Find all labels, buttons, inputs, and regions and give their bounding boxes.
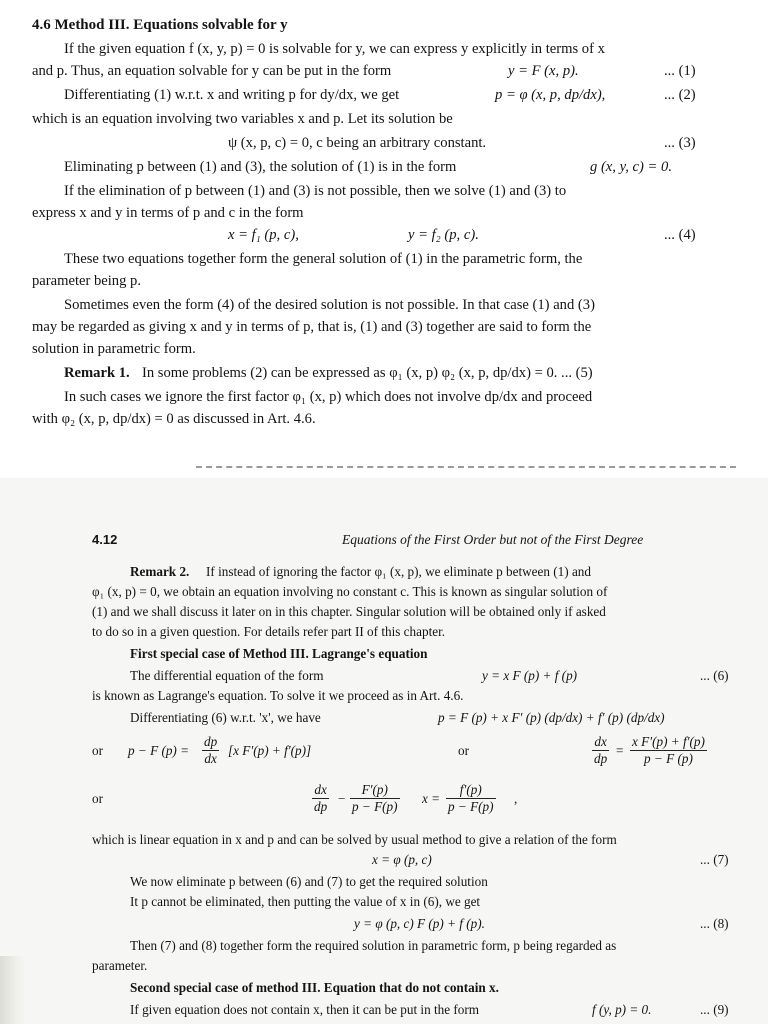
text-line: If the given equation f (x, y, p) = 0 is solvable for y, we can express y explicitly in terms of x [64,41,605,57]
section-heading: 4.6 Method III. Equations solvable for y [32,17,288,33]
fraction: $\frac{dx}{dp}$ [314,782,328,814]
or-label: or [92,743,103,758]
text-line: parameter. [92,958,148,973]
remark-label: Remark 1. [64,365,130,381]
or-label: or [458,743,469,758]
subsection-heading: Second special case of method III. Equation that do not contain x. [130,980,499,995]
text-line: may be regarded as giving x and y in terms of p, that is, (1) and (3) together are said to form the [32,319,592,335]
equation: x = φ (p, c) [372,852,432,867]
page-header [0,530,768,550]
or-label: or [92,791,103,806]
text-line: Remark 1. In some problems (2) can be expressed as φ₁ (x, p) φ₂ (x, p, dp/dx) = 0. ... (5) [0,362,768,384]
equation: x = f₁ (p, c), [228,227,299,243]
fraction: $\frac{dp}{dx}$ [204,734,218,766]
subsection-heading: First special case of Method III. Lagrange's equation [130,646,428,661]
text-line: (1) and we shall discuss it later on in this chapter. Singular solution will be obtained only if asked [92,604,606,619]
equation: p = F (p) + x F′ (p) (dp/dx) + f′ (p) (dp/dx) [438,710,665,725]
text-line: It p cannot be eliminated, then putting the value of x in (6), we get [130,894,481,909]
text-line: is known as Lagrange's equation. To solve it we proceed as in Art. 4.6. [92,688,464,703]
text-line: The differential equation of the form y = x F (p) + f (p) ... (6) [0,666,768,686]
equation: y = F (x, p). [508,63,579,79]
text-line: Differentiating (6) w.r.t. 'x', we have p = F (p) + x F′ (p) (dp/dx) + f′ (p) (dp/dx) [0,708,768,728]
text-line: express x and y in terms of p and c in the form [32,205,304,221]
fraction: $\frac{f'(p)}{p - F(p)}$ [448,782,494,814]
remark-label: Remark 2. [130,564,190,579]
fraction: $\frac{dx}{dp}$ [594,734,608,766]
fraction: $\frac{\text{x F′(p) + f′(p)}}{p - F (p)}$ [632,734,705,766]
text-line: Remark 2. If instead of ignoring the factor φ₁ (x, p), we eliminate p between (1) and [0,562,768,582]
text-line: These two equations together form the general solution of (1) in the parametric form, the [64,251,583,267]
page-number: 4.12 [92,532,118,547]
equation-number: ... (8) [700,916,729,931]
text-line: which is an equation involving two variables x and p. Let its solution be [32,111,453,127]
equation-number: ... (7) [700,852,729,867]
equation-number: ... (9) [700,1002,729,1017]
equation: y = f₂ (p, c). [408,227,479,243]
running-title: Equations of the First Order but not of the First Degree [342,532,644,547]
text-line [0,914,768,934]
text-line: φ₁ (x, p) = 0, we obtain an equation involving no constant c. This is known as singular solution of [92,584,608,599]
text-line: which is linear equation in x and p and can be solved by usual method to give a relation of the form [92,832,617,847]
upper-textbook-page [0,0,768,448]
equation-number: ... (3) [664,135,696,151]
text-line: solution in parametric form. [32,341,196,357]
text-line: with φ₂ (x, p, dp/dx) = 0 as discussed in Art. 4.6. [32,411,316,427]
torn-page-edge [196,466,736,468]
text-line: We now eliminate p between (6) and (7) to get the required solution [130,874,488,889]
text-line: If the elimination of p between (1) and (3) is not possible, then we solve (1) and (3) to [64,183,567,199]
page-gap [0,448,768,478]
equation-row: or $\frac{dx}{dp}$ − $\frac{F'(p)}{p - F(p)}$ x = $\frac{f'(p)}{p - F(p)}$ , [0,778,768,820]
text-line: Eliminating p between (1) and (3), the solution of (1) is in the form g (x, y, c) = 0. [0,156,768,178]
text-line: to do so in a given question. For details refer part II of this chapter. [92,624,446,639]
text-line [0,850,768,870]
fraction: $\frac{F'(p)}{p - F(p)}$ [352,782,398,814]
equation-number: ... (4) [664,227,696,243]
text-line: and p. Thus, an equation solvable for y can be put in the form y = F (x, p). ... (1) [0,60,768,82]
equation: g (x, y, c) = 0. [590,159,672,175]
text-line [0,132,768,154]
equation-number: ... (1) [664,63,696,79]
equation-row: or p − F (p) = $\frac{dp}{dx}$ [x F′(p) + f′(p)] or $\frac{dx}{dp}$ = $\frac{\text{x F′(p) + f′(p)}}{p - F (p)}$ [0,730,768,772]
equation: f (y, p) = 0. [592,1002,652,1017]
lower-textbook-page [0,478,768,1024]
equation-number: ... (2) [664,87,696,103]
text-line: Then (7) and (8) together form the required solution in parametric form, p being regarded as [130,938,617,953]
text-line: In such cases we ignore the first factor φ₁ (x, p) which does not involve dp/dx and proceed [64,389,593,405]
text-line [0,224,768,246]
equation: y = φ (p, c) F (p) + f (p). [354,916,485,931]
text-line: Sometimes even the form (4) of the desired solution is not possible. In that case (1) and (3) [64,297,595,313]
text-line: If given equation does not contain x, then it can be put in the form f (y, p) = 0. ... (9) [0,1000,768,1020]
equation: p = φ (x, p, dp/dx), [495,87,606,103]
equation-number: ... (6) [700,668,729,683]
text-line: Differentiating (1) w.r.t. x and writing p for dy/dx, we get p = φ (x, p, dp/dx), ... (2) [0,84,768,106]
equation: y = x F (p) + f (p) [482,668,578,683]
equation: ψ (x, p, c) = 0, c being an arbitrary constant. [228,135,487,151]
text-line: parameter being p. [32,273,141,289]
